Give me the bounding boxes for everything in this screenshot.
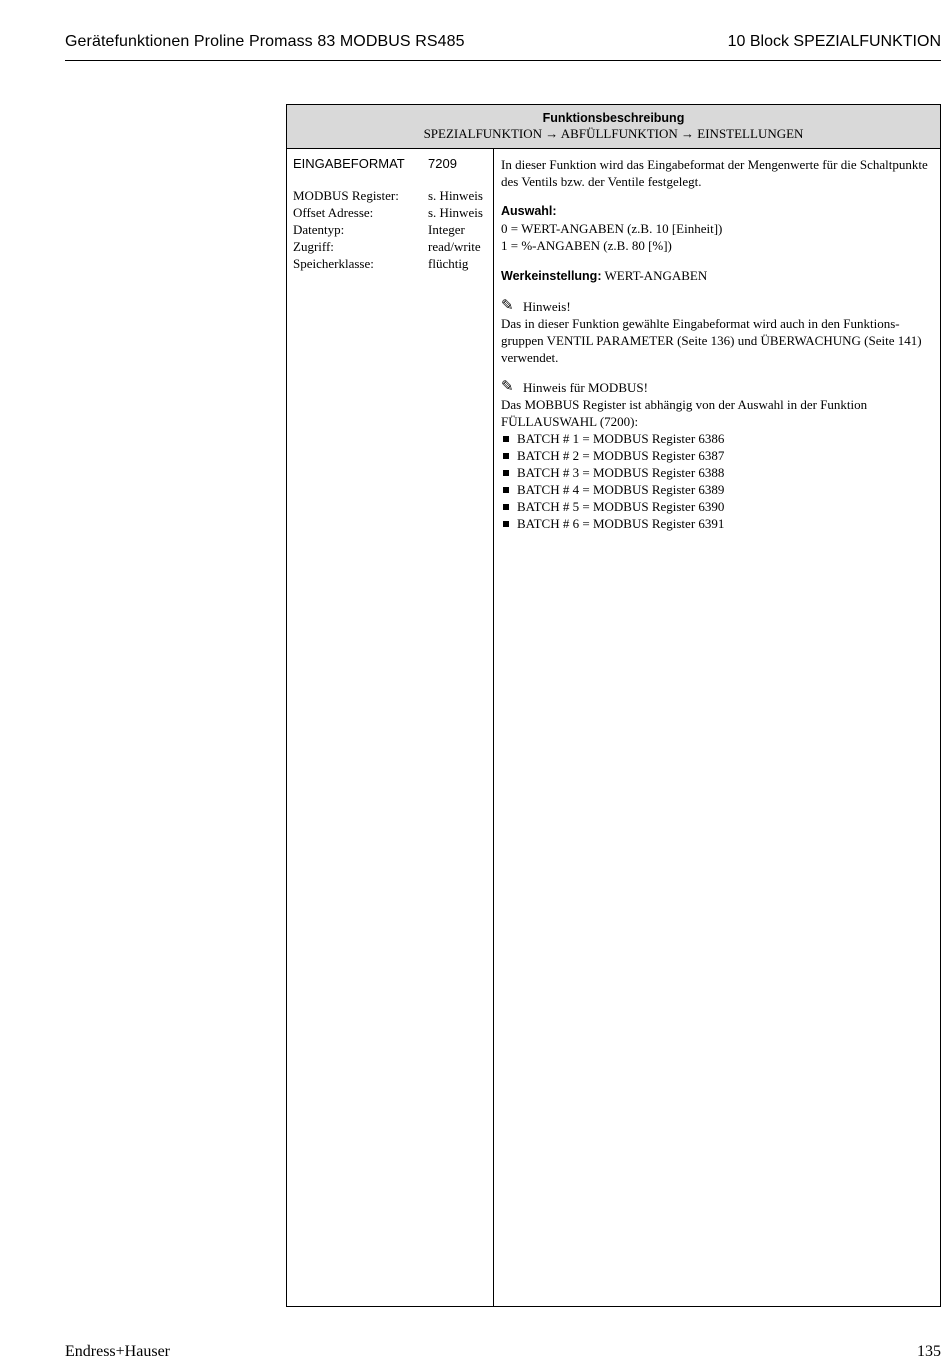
list-item	[501, 515, 934, 532]
note-text: Das in dieser Funktion gewählte Eingabeformat wird auch in den Funktions-gruppen VENTIL PARAMETER (Seite 136) und ÜBERWACHUNG (Seite 141) verwendet.	[501, 316, 922, 365]
list-item	[501, 481, 934, 498]
property-key: Zugriff:	[293, 239, 334, 254]
function-info-column	[287, 149, 494, 1306]
bullet-icon	[503, 521, 509, 527]
function-properties	[293, 187, 483, 272]
page-number: 135	[917, 1343, 941, 1360]
auswahl-label: Auswahl:	[501, 204, 557, 218]
note-title: Hinweis!	[523, 299, 571, 314]
property-key: Offset Adresse:	[293, 205, 374, 220]
note-title: Hinweis für MODBUS!	[523, 380, 648, 395]
bullet-icon	[503, 470, 509, 476]
property-row	[293, 221, 483, 238]
property-key: Speicherklasse:	[293, 256, 374, 271]
property-value: Integer	[428, 222, 465, 237]
werkeinstellung-label: Werkeinstellung:	[501, 269, 602, 283]
property-row	[293, 204, 483, 221]
function-table	[286, 104, 941, 1307]
list-item	[501, 464, 934, 481]
pencil-icon: ✎	[501, 379, 514, 395]
werkeinstellung	[501, 267, 934, 285]
bullet-icon	[503, 504, 509, 510]
note-heading	[501, 298, 934, 315]
werkeinstellung-value: WERT-ANGABEN	[601, 268, 708, 283]
property-value: flüchtig	[428, 256, 469, 271]
property-key: MODBUS Register:	[293, 188, 399, 203]
bullet-icon	[503, 453, 509, 459]
list-item-text: BATCH # 5 = MODBUS Register 6390	[517, 499, 725, 514]
property-key: Datentyp:	[293, 222, 345, 237]
batch-list	[501, 430, 934, 532]
header-section: 10 Block SPEZIALFUNKTION	[727, 33, 941, 50]
pencil-icon: ✎	[501, 298, 514, 314]
list-item-text: BATCH # 2 = MODBUS Register 6387	[517, 448, 725, 463]
list-item	[501, 430, 934, 447]
property-value: s. Hinweis	[428, 188, 483, 203]
list-item-text: BATCH # 3 = MODBUS Register 6388	[517, 465, 725, 480]
table-path: SPEZIALFUNKTION → ABFÜLLFUNKTION → EINSTELLUNGEN	[423, 126, 804, 141]
bullet-icon	[503, 487, 509, 493]
table-title: Funktionsbeschreibung	[542, 111, 685, 125]
description-intro: In dieser Funktion wird das Eingabeformat der Mengenwerte für die Schaltpunkte des Ventils bzw. der Ventile festgelegt.	[501, 157, 928, 189]
note-heading	[501, 379, 934, 396]
auswahl-option: 0 = WERT-ANGABEN (z.B. 10 [Einheit])	[501, 221, 723, 236]
list-item-text: BATCH # 4 = MODBUS Register 6389	[517, 482, 725, 497]
property-row	[293, 255, 483, 272]
list-item	[501, 498, 934, 515]
footer-brand: Endress+Hauser	[65, 1343, 170, 1360]
list-item-text: BATCH # 6 = MODBUS Register 6391	[517, 516, 725, 531]
property-row	[293, 238, 483, 255]
bullet-icon	[503, 436, 509, 442]
list-item-text: BATCH # 1 = MODBUS Register 6386	[517, 431, 725, 446]
description-column	[494, 149, 940, 1306]
property-row	[293, 187, 483, 204]
property-value: s. Hinweis	[428, 205, 483, 220]
list-item	[501, 447, 934, 464]
header-title: Gerätefunktionen Proline Promass 83 MODBUS RS485	[65, 33, 465, 50]
note-text: Das MOBBUS Register ist abhängig von der Auswahl in der Funktion FÜLLAUSWAHL (7200):	[501, 397, 868, 429]
function-name: EINGABEFORMAT	[293, 156, 405, 171]
table-header	[287, 105, 940, 149]
function-number: 7209	[428, 156, 457, 171]
header-rule	[65, 60, 941, 61]
auswahl-option: 1 = %-ANGABEN (z.B. 80 [%])	[501, 238, 672, 253]
property-value: read/write	[428, 239, 481, 254]
